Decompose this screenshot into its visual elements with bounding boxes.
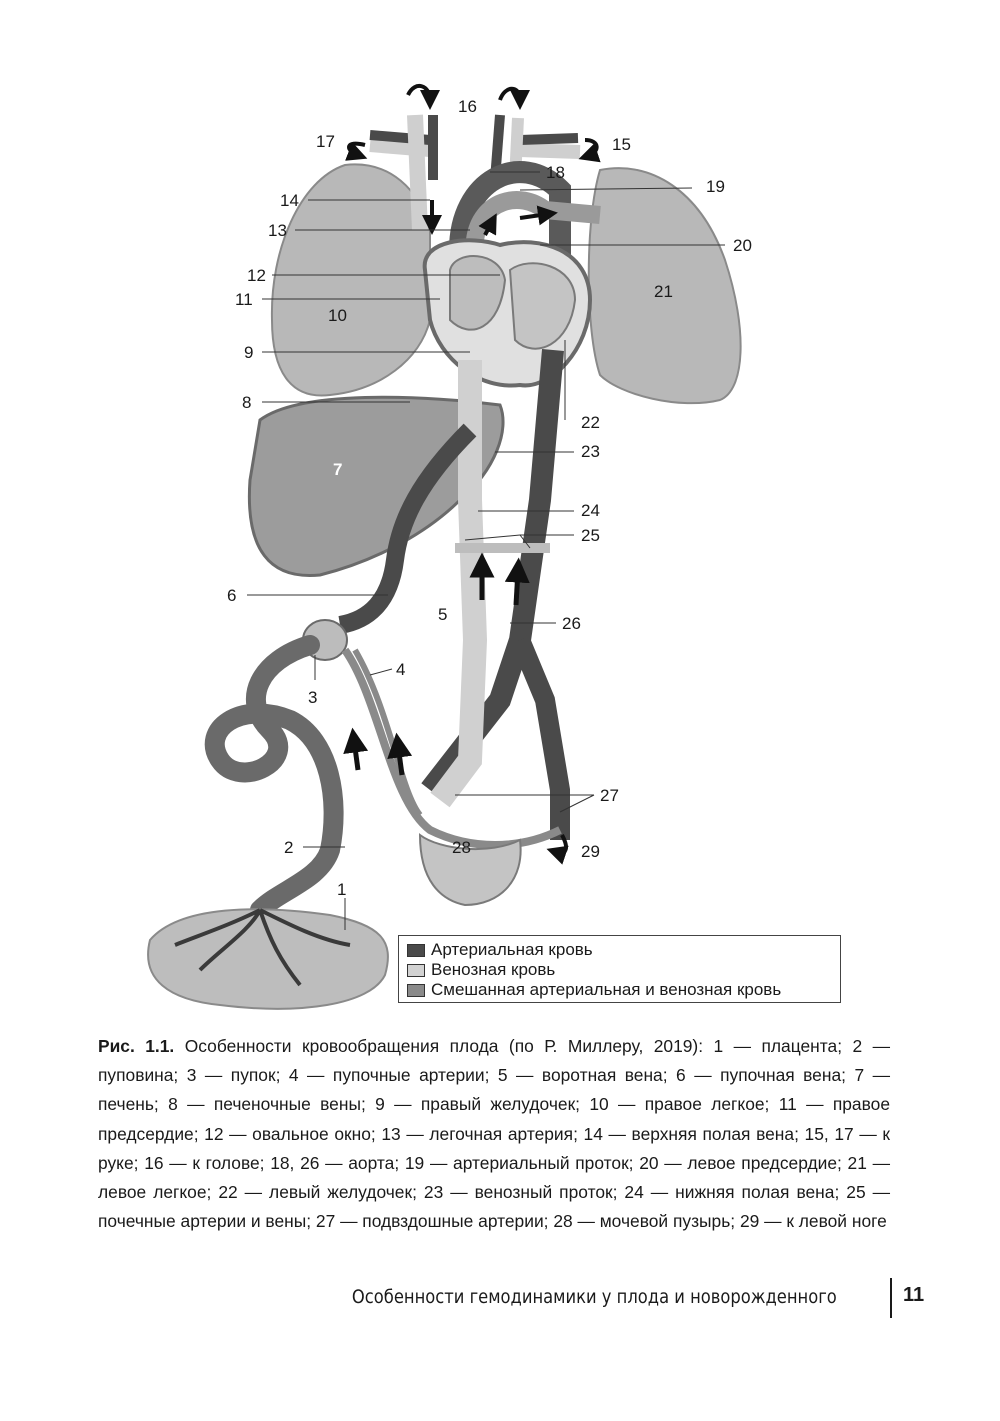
label-27: 27 [600,786,619,805]
label-1: 1 [337,880,347,899]
label-2: 2 [284,838,294,857]
label-17: 17 [316,132,335,151]
legend-item-arterial [407,940,832,960]
footer-divider [890,1278,892,1318]
legend-swatch [407,984,425,997]
label-6: 6 [227,586,237,605]
running-title: Особенности гемодинамики у плода и новорожденного [352,1286,837,1308]
label-15: 15 [612,135,631,154]
page-footer [352,1278,932,1318]
label-19: 19 [706,177,725,196]
legend-label: Смешанная артериальная и венозная кровь [431,980,782,999]
page-number: 11 [903,1284,925,1306]
caption-text: Особенности кровообращения плода (по Р. Миллеру, 2019): 1 — плацента; 2 — пуповина; 3 — пупок; 4 — пупочные артерии; 5 — воротная вена; 6 — пупочная вена; 7 — печень; 8 — печеночные вены; 9 — правый желудочек; 10 — правое легкое; 11 — правое предсердие; 12 — овальное окно; 13 — легочная артерия; 14 — верхняя полая вена; 15, 17 — к руке; 16 — к голове; 18, 26 — аорта; 19 — артериальный проток; 20 — левое предсердие; 21 — левое легкое; 22 — левый желудочек; 23 — венозный проток; 24 — нижняя полая вена; 25 — почечные артерии и вены; 27 — подвздошные артерии; 28 — мочевой пузырь; 29 — к левой ноге [98,1036,890,1232]
label-4: 4 [396,660,406,679]
figure-caption [98,1032,890,1236]
pulmonary-artery [475,200,600,240]
legend [398,935,841,1003]
label-8: 8 [242,393,252,412]
label-5: 5 [438,605,448,624]
label-18: 18 [546,163,565,182]
label-22: 22 [581,413,600,432]
label-24: 24 [581,501,600,520]
legend-label: Артериальная кровь [431,940,593,959]
legend-swatch [407,964,425,977]
umbilical-cord [215,645,334,910]
label-9: 9 [244,343,254,362]
label-10: 10 [328,306,347,325]
label-3: 3 [308,688,318,707]
label-14: 14 [280,191,299,210]
caption-prefix: Рис. 1.1. [98,1036,175,1056]
vessel-to-arm-left [520,150,580,152]
legend-swatch [407,944,425,957]
vessel-to-head [415,115,420,230]
label-16: 16 [458,97,477,116]
label-23: 23 [581,442,600,461]
label-25: 25 [581,526,600,545]
label-13: 13 [268,221,287,240]
label-12: 12 [247,266,266,285]
legend-item-venous [407,960,832,980]
label-20: 20 [733,236,752,255]
label-28: 28 [452,838,471,857]
label-21: 21 [654,282,673,301]
label-29: 29 [581,842,600,861]
legend-item-mixed [407,980,832,1000]
label-7: 7 [333,460,343,479]
label-11: 11 [235,290,253,309]
legend-label: Венозная кровь [431,960,556,979]
placenta [148,909,388,1009]
label-26: 26 [562,614,581,633]
